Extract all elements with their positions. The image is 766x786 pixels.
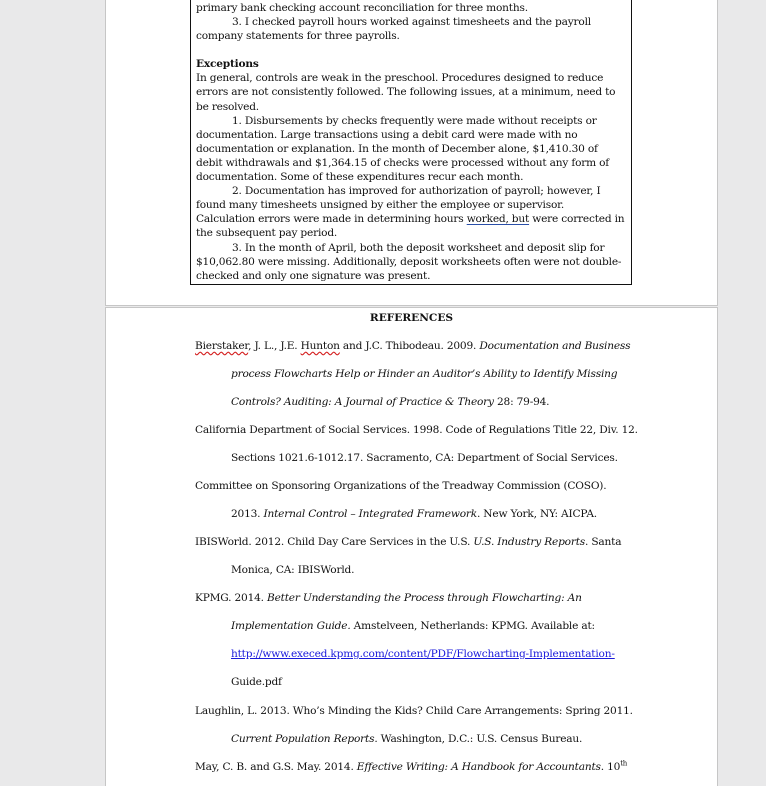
grammar-flag[interactable]: worked, but bbox=[466, 213, 530, 226]
item2-text-b: were corrected in the subsequent pay period. bbox=[196, 213, 625, 240]
exception-item-3: 3. In the month of April, both the deposit worksheet and deposit slip for $10,062.80 were missing. Additionally, deposit worksheets often were not double-checked and only one signature was present. bbox=[196, 241, 622, 282]
document-page-2 bbox=[105, 307, 718, 786]
reference-entry: Bierstaker, J. L., J.E. Hunton and J.C. Thibodeau. 2009. Documentation and Business process Flowcharts Help or Hinder an Auditor’s Ability to Identify Missing Controls? Auditing: A Journal of Practice & Theory 28: 79-94. bbox=[195, 340, 631, 409]
exceptions-intro: In general, controls are weak in the preschool. Procedures designed to reduce errors are not consistently followed. The following issues, at a minimum, need to be resolved. bbox=[196, 72, 616, 113]
reference-entry: Laughlin, L. 2013. Who’s Minding the Kids? Child Care Arrangements: Spring 2011. Current Population Reports. Washington, D.C.: U.S. Census Bureau. bbox=[195, 705, 633, 746]
audit-findings-box bbox=[190, 0, 632, 285]
spelling-flag[interactable]: Hunton bbox=[300, 340, 340, 352]
reference-entry: IBISWorld. 2012. Child Day Care Services in the U.S. U.S. Industry Reports. Santa Monica, CA: IBISWorld. bbox=[195, 536, 622, 577]
exception-item-2 bbox=[196, 184, 625, 240]
reference-entry: KPMG. 2014. Better Understanding the Process through Flowcharting: An Implementation Guide. Amstelveen, Netherlands: KPMG. Available at: http://www.execed.kpmg.com/content/PDF/Flowcharting-Implementation- Guide.pdf bbox=[195, 592, 615, 689]
document-page-1 bbox=[105, 0, 718, 306]
item2-text-a: 2. Documentation has improved for authorization of payroll; however, I found many timesheets unsigned by either the employee or supervisor. Calculation errors were made in determining hours bbox=[196, 185, 601, 226]
spelling-flag[interactable]: Bierstaker bbox=[195, 340, 249, 352]
reference-entry: Committee on Sponsoring Organizations of the Treadway Commission (COSO). 2013. Internal Control – Integrated Framework. New York, NY: AICPA. bbox=[195, 480, 607, 521]
references-heading: REFERENCES bbox=[369, 312, 454, 324]
top-line-1: primary bank checking account reconciliation for three months. bbox=[196, 2, 528, 14]
exceptions-heading: Exceptions bbox=[196, 58, 259, 71]
kpmg-url-link[interactable]: http://www.execed.kpmg.com/content/PDF/Flowcharting-Implementation- bbox=[231, 648, 615, 661]
reference-entry: May, C. B. and G.S. May. 2014. Effective Writing: A Handbook for Accountants. 10th bbox=[195, 759, 628, 773]
top-line-3: company statements for three payrolls. bbox=[196, 30, 400, 43]
top-line-2: 3. I checked payroll hours worked against timesheets and the payroll bbox=[232, 16, 591, 29]
reference-entry: California Department of Social Services. 1998. Code of Regulations Title 22, Div. 12. Sections 1021.6-1012.17. Sacramento, CA: Department of Social Services. bbox=[195, 424, 638, 465]
exception-item-1: 1. Disbursements by checks frequently were made without receipts or documentation. Large transactions using a debit card were made with no documentation or explanation. In the month of December alone, $1,410.30 of debit withdrawals and $1,364.15 of checks were processed without any form of documentation. Some of these expenditures recur each month. bbox=[196, 114, 610, 184]
